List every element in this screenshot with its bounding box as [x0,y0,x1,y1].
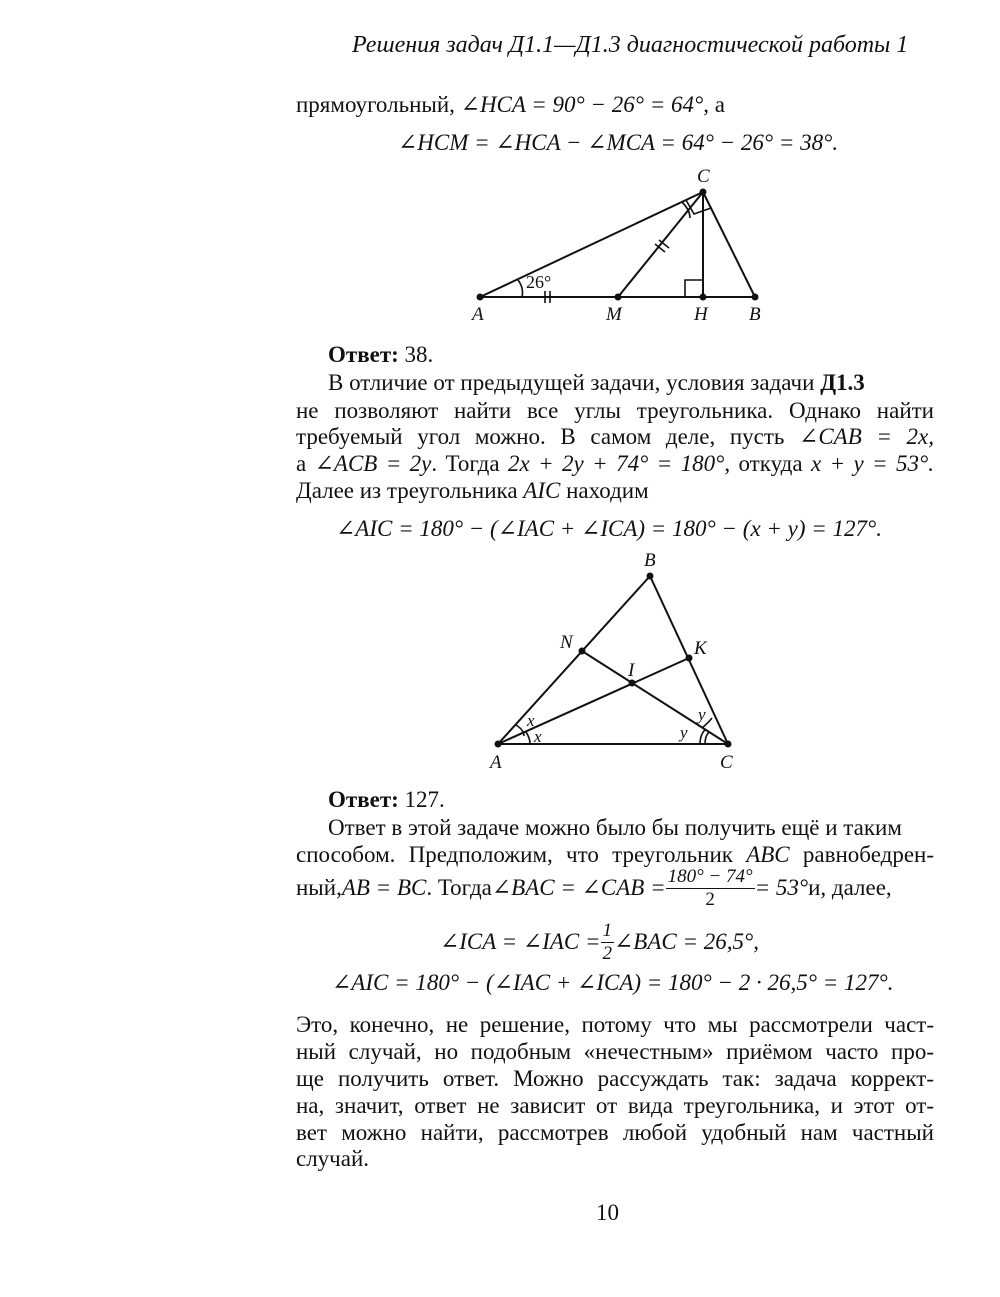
point-B [647,573,654,580]
answer-value: 38. [398,342,434,367]
math-inline: ∠ACB = 2y [314,451,432,476]
para1-line-1 [328,370,865,396]
angle-label-26: 26° [526,272,552,292]
math-inline: ∠CAB = 2x, [799,424,934,449]
point-A [495,741,502,748]
label-A: A [490,752,502,773]
math-inline: AB = BC [341,875,427,900]
label-H: H [694,304,708,325]
point-M [615,294,622,301]
text-line-1 [296,92,725,118]
text-segment: , откуда [724,451,811,476]
para3-line-4: на, значит, ответ не зависит от вида треугольника, и этот от- [296,1093,934,1118]
answer-value: 127. [398,787,445,812]
math-inline: ∠HCA = 90° − 26° = 64° [460,92,704,117]
point-B [752,294,759,301]
answer-2 [328,787,445,813]
text-segment: требуемый угол можно. В самом деле, пусть [296,424,800,449]
segment-AC [480,192,703,297]
label-B: B [749,304,761,325]
fraction-numerator: 1 [602,919,613,941]
para3-line-5: вет можно найти, рассмотрев любой удобный нам частный [296,1120,934,1145]
math-inline: AIC [523,478,561,503]
label-N: N [560,632,573,653]
para1-line-2: не позволяют найти все углы треугольника. Однако найти [296,398,934,423]
angle-label-x-lower: x [534,727,542,746]
text-segment: находим [560,478,649,503]
para3-line-3: ще получить ответ. Можно рассуждать так: задача коррект- [296,1066,934,1091]
figure-bisector-triangle [480,548,750,776]
answer-label: Ответ: [328,342,399,367]
running-header: Решения задач Д1.1—Д1.3 диагностической работы 1 [352,32,909,58]
text-segment: . Тогда [426,875,492,900]
text-segment: прямоугольный, [296,92,461,117]
text-segment: , а [703,92,725,117]
problem-ref: Д1.3 [820,370,865,395]
equation-1: ∠HCM = ∠HCA − ∠MCA = 64° − 26° = 38°. [398,130,839,155]
fraction-denominator: 2 [602,942,613,964]
label-M: M [606,304,622,325]
answer-label: Ответ: [328,787,399,812]
label-A: A [472,304,484,325]
text-segment: Далее из треугольника [296,478,524,503]
label-I: I [628,660,635,681]
angle-arc-C-lower-2 [705,732,709,744]
fraction-half [601,920,615,965]
point-C [700,189,707,196]
text-segment: и, далее, [808,875,892,900]
para1-line-3 [296,424,934,450]
para3-line-6: случай. [296,1146,370,1171]
label-B: B [644,550,656,571]
equation-4: ∠AIC = 180° − (∠IAC + ∠ICA) = 180° − 2 · 26,5° = 127°. [332,970,894,995]
math-inline: ∠BAC = ∠CAB = [491,875,666,900]
para2-line-1: Ответ в этой задаче можно было бы получить ещё и таким [328,815,902,840]
label-C: C [720,752,733,773]
angle-arc-A-lower [526,732,530,744]
math-inline: 2x + 2y + 74° = 180° [507,451,725,476]
text-segment: В отличие от предыдущей задачи, условия задачи [328,370,821,395]
text-segment: способом. Предположим, что треугольник [296,842,747,867]
math-inline: ∠ICA = ∠IAC = [440,929,601,954]
answer-1 [328,342,433,368]
label-C: C [697,166,710,187]
page-number: 10 [596,1200,619,1225]
para1-line-4 [296,451,934,477]
math-inline: ABC [746,842,790,867]
text-segment: а [296,451,315,476]
point-K [686,655,693,662]
point-N [579,648,586,655]
para2-line-3 [296,866,892,910]
para2-line-2 [296,842,934,868]
angle-label-y-upper: y [698,705,706,724]
math-inline: = 53° [754,875,809,900]
point-C [725,741,732,748]
text-segment: . Тогда [431,451,508,476]
fraction [666,866,755,911]
math-inline: x + y = 53°. [810,451,934,476]
label-K: K [694,638,707,659]
figure-right-triangle [460,160,780,330]
fraction-denominator: 2 [705,888,715,910]
angle-arc-A [518,280,523,297]
text-segment: равнобедрен- [789,842,934,867]
math-inline: ∠BAC = 26,5°, [614,929,759,954]
point-A [477,294,484,301]
para3-line-1: Это, конечно, не решение, потому что мы рассмотрели част- [296,1012,934,1037]
para1-line-5 [296,478,649,504]
right-angle-mark-H [685,280,703,297]
fraction-numerator: 180° − 74° [667,865,753,887]
angle-label-x-upper: x [527,711,535,730]
equation-2: ∠AIC = 180° − (∠IAC + ∠ICA) = 180° − (x + y) = 127°. [336,516,883,541]
text-segment: ный, [296,875,342,900]
point-H [700,294,707,301]
angle-label-y-lower: y [680,723,688,742]
para3-line-2: ный случай, но подобным «нечестным» приёмом часто про- [296,1039,934,1064]
equation-3 [440,920,759,964]
